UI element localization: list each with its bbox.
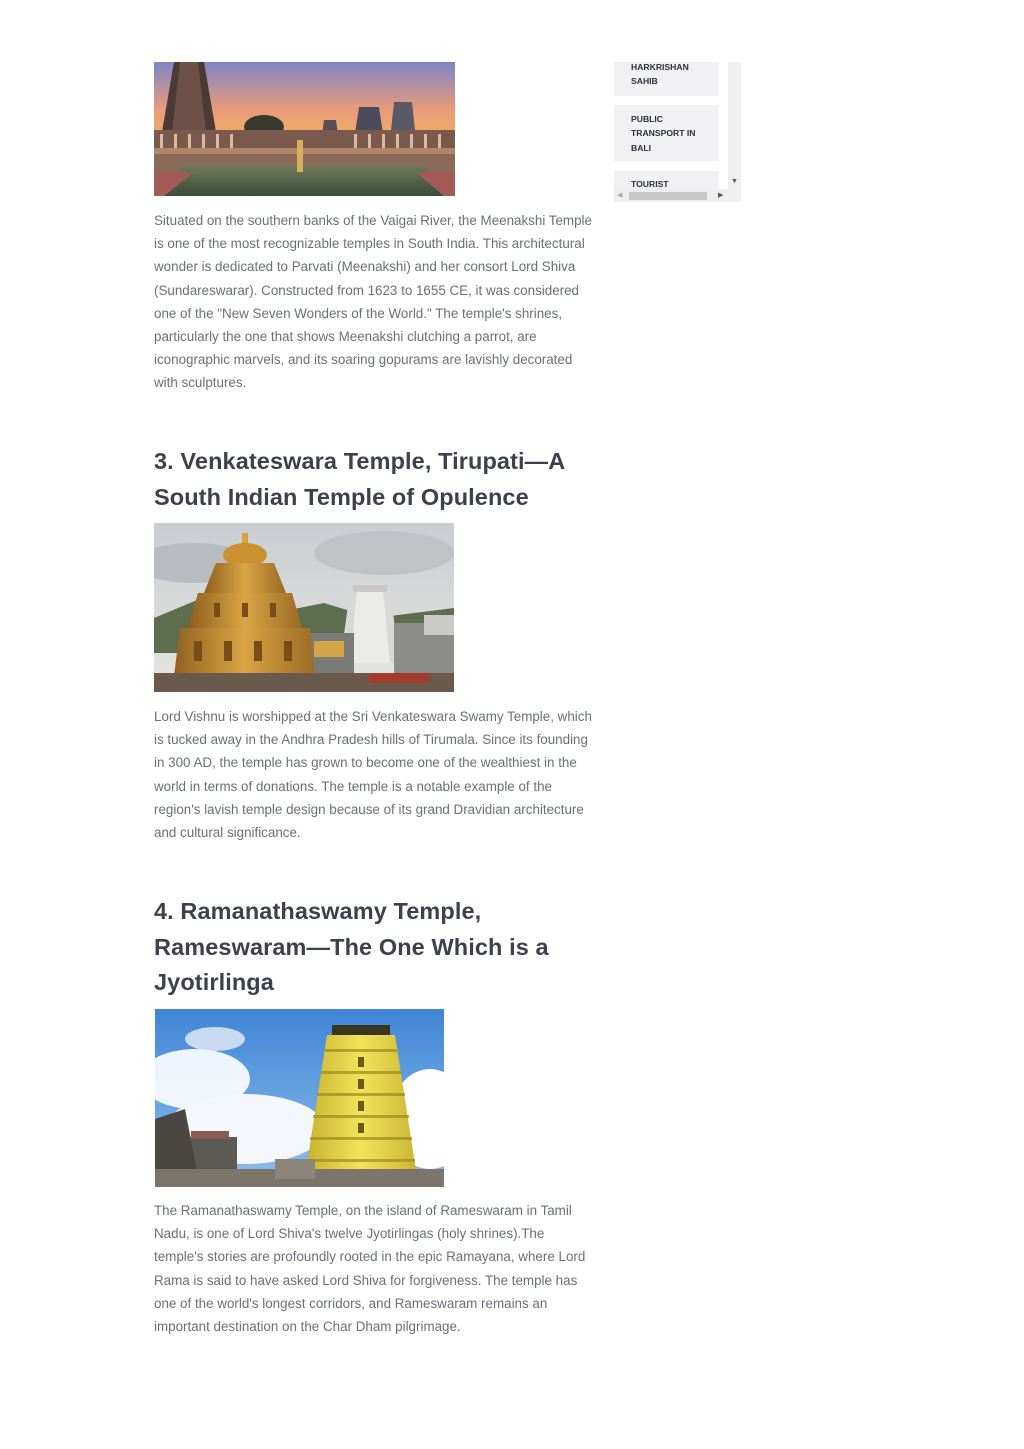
meenakshi-paragraph: Situated on the southern banks of the Vaigai River, the Meenakshi Temple is one of the most recognizable temples in South India. This architectural wonder is dedicated to Parvati (Meenakshi) and her consort Lord Shiva (Sundareswarar). Constructed from 1623 to 1655 CE, it was considered one of the "New Seven Wonders of the World." The temple's shrines, particularly the one that shows Meenakshi clutching a parrot, are iconographic marvels, and its soaring gopurams are lavishly decorated with sculptures. xyxy=(154,213,592,391)
scroll-right-arrow-icon[interactable]: ▶ xyxy=(718,192,724,199)
section-heading-venkateswara: 3. Venkateswara Temple, Tirupati—A South Indian Temple of Opulence xyxy=(154,448,565,510)
sidebar-item-public-transport-bali[interactable] xyxy=(614,105,719,161)
sidebar-item-label: TOURIST xyxy=(631,179,669,189)
vertical-scrollbar[interactable] xyxy=(728,62,741,190)
sidebar-item-label: PUBLIC TRANSPORT IN BALI xyxy=(631,114,696,153)
scroll-left-arrow-icon[interactable]: ◀ xyxy=(617,192,623,199)
sidebar-related-list[interactable] xyxy=(612,62,742,203)
section-heading-ramanathaswamy: 4. Ramanathaswamy Temple, Rameswaram—The One Which is a Jyotirlinga xyxy=(154,898,549,995)
sidebar-item-harkrishan-sahib[interactable] xyxy=(614,62,719,96)
horizontal-scroll-thumb[interactable] xyxy=(629,192,707,200)
venkateswara-temple-image xyxy=(154,523,454,692)
scroll-down-arrow-icon[interactable]: ▼ xyxy=(731,178,738,185)
sidebar-item-label: HARKRISHAN SAHIB xyxy=(631,62,689,87)
ramanathaswamy-temple-image xyxy=(155,1009,444,1187)
ramanathaswamy-paragraph: The Ramanathaswamy Temple, on the island of Rameswaram in Tamil Nadu, is one of Lord Shiva's twelve Jyotirlingas (holy shrines).The temple's stories are profoundly rooted in the epic Ramayana, where Lord Rama is said to have asked Lord Shiva for forgiveness. The temple has one of the world's longest corridors, and Rameswaram remains an important destination on the Char Dham pilgrimage. xyxy=(154,1203,586,1335)
horizontal-scrollbar[interactable] xyxy=(614,189,741,202)
venkateswara-paragraph: Lord Vishnu is worshipped at the Sri Venkateswara Swamy Temple, which is tucked away in the Andhra Pradesh hills of Tirumala. Since its founding in 300 AD, the temple has grown to become one of the wealthiest in the world in terms of donations. The temple is a notable example of the region's lavish temple design because of its grand Dravidian architecture and cultural significance. xyxy=(154,709,592,841)
meenakshi-temple-image xyxy=(154,62,455,196)
